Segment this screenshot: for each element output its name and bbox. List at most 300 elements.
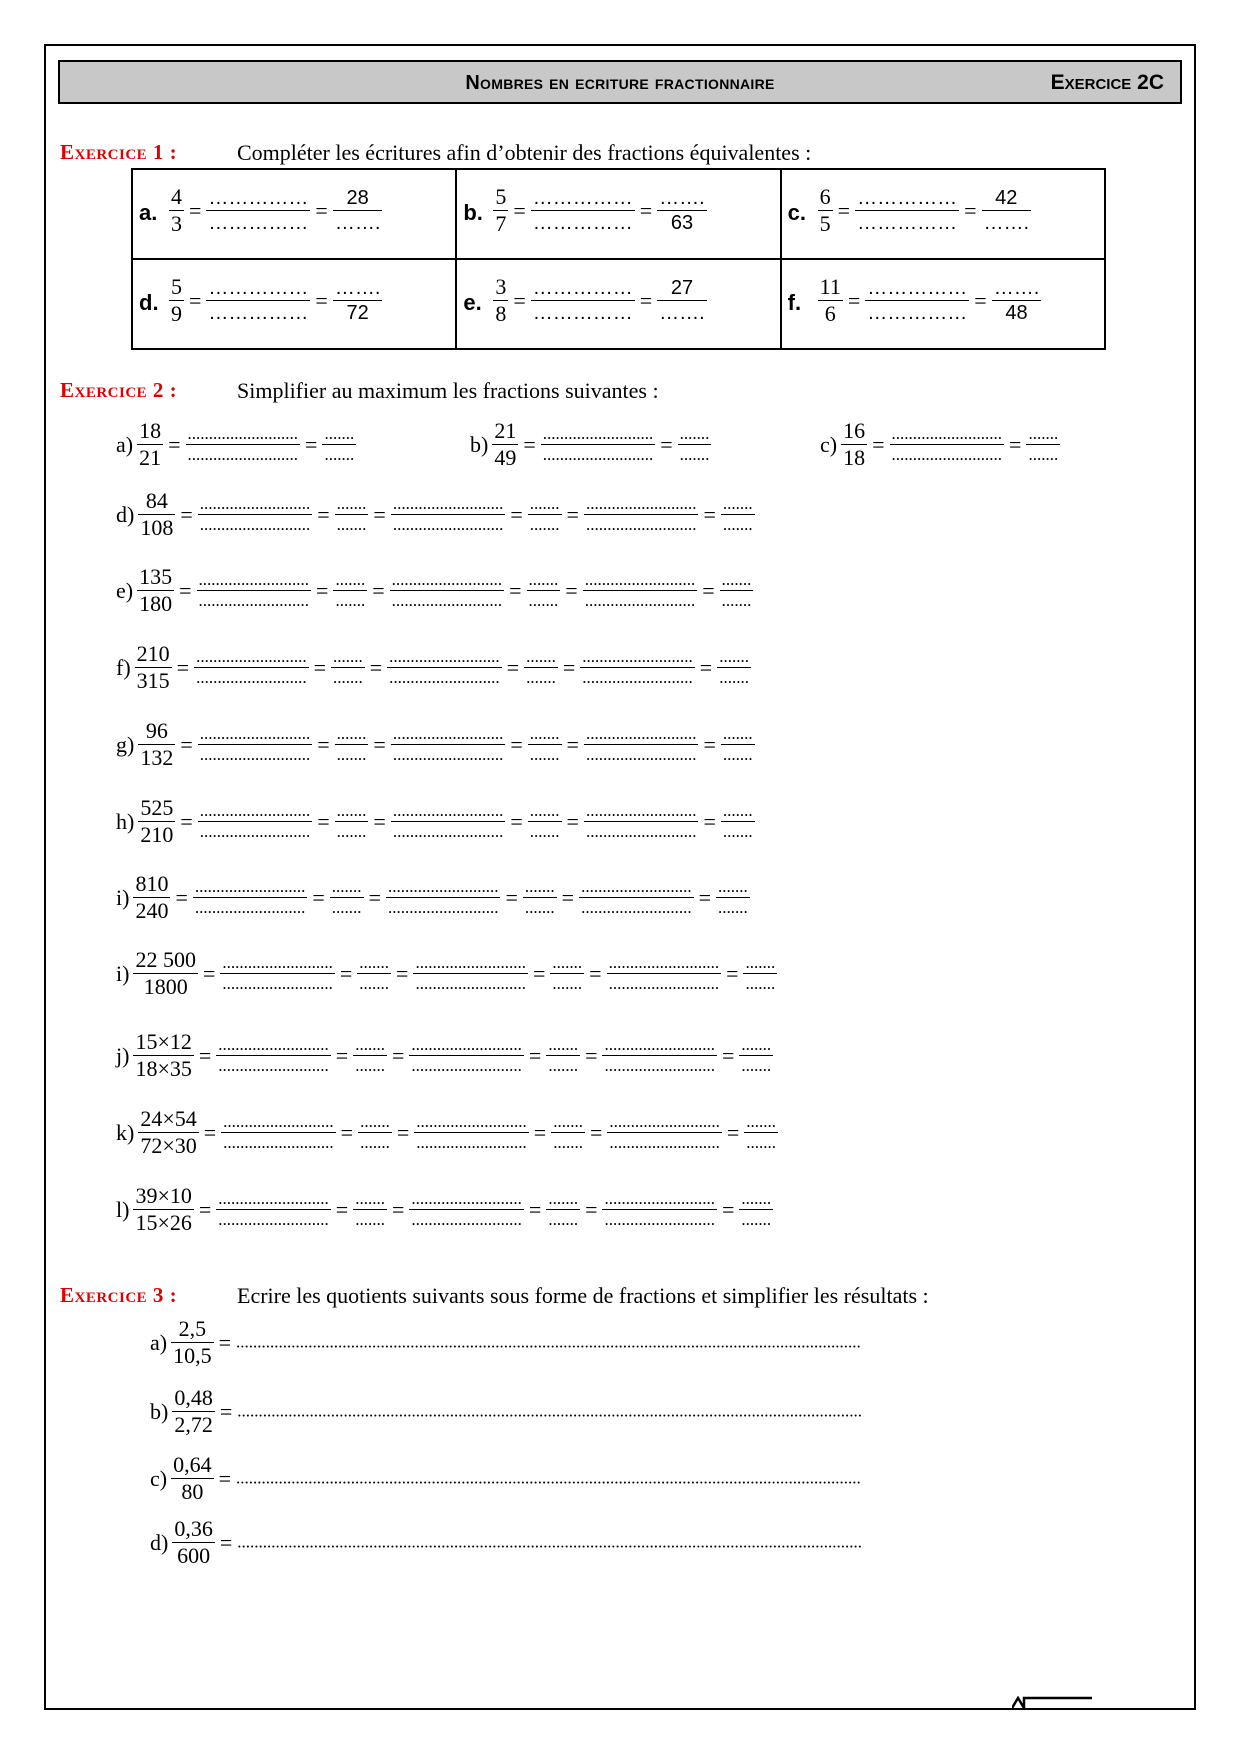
denominator: ....... xyxy=(529,745,560,765)
equals-sign: = xyxy=(532,960,546,986)
given-fraction xyxy=(171,1452,214,1505)
equals-sign: = xyxy=(726,1119,740,1145)
numerator: .......................... xyxy=(391,724,506,746)
numerator: ....... xyxy=(528,724,562,746)
numerator: 39×10 xyxy=(133,1183,193,1210)
numerator: ....... xyxy=(739,1035,773,1057)
equals-sign: = xyxy=(373,501,386,527)
blank-fraction xyxy=(744,1112,778,1154)
denominator: .......................... xyxy=(392,822,504,842)
equals-sign: = xyxy=(703,731,716,757)
exercise-2-row xyxy=(116,947,777,1000)
numerator: ……. xyxy=(993,277,1040,300)
numerator: .......................... xyxy=(607,953,722,975)
item-label: g) xyxy=(116,731,135,757)
numerator: 96 xyxy=(138,718,175,745)
blank-fraction xyxy=(206,186,310,235)
item-label: i) xyxy=(116,884,130,910)
blank-fraction xyxy=(353,1035,387,1077)
blank-fraction xyxy=(387,647,502,689)
numerator: .......................... xyxy=(198,724,313,746)
blank-fraction xyxy=(198,801,313,843)
numerator: ....... xyxy=(524,647,558,669)
blank-fraction xyxy=(206,276,310,325)
exercise-1-cell xyxy=(132,169,456,259)
item-label: e. xyxy=(463,290,482,315)
exercise-2-instruction: Simplifier au maximum les fractions suivantes : xyxy=(237,378,659,403)
exercise-3-row xyxy=(150,1316,861,1369)
numerator: 21 xyxy=(492,418,518,445)
numerator: .......................... xyxy=(194,647,309,669)
target-fraction xyxy=(657,276,707,325)
given-fraction xyxy=(171,1316,214,1369)
blank-fraction xyxy=(743,953,777,995)
numerator: ....... xyxy=(523,877,557,899)
answer-line: ................................................................................................................................................... xyxy=(236,1468,861,1488)
exercise-1-cell xyxy=(456,169,780,259)
blank-fraction xyxy=(322,424,356,466)
denominator: .......................... xyxy=(604,1210,715,1230)
given-fraction xyxy=(818,184,833,237)
denominator: .......................... xyxy=(223,1133,334,1153)
numerator: .......................... xyxy=(386,877,501,899)
equals-sign: = xyxy=(372,577,385,603)
equals-sign: = xyxy=(198,1196,212,1222)
exercise-3-row xyxy=(150,1516,862,1569)
item-label: b) xyxy=(470,431,489,457)
equals-sign: = xyxy=(168,431,181,457)
equals-sign: = xyxy=(703,501,716,527)
blank-fraction xyxy=(541,424,656,466)
denominator: ....... xyxy=(553,1133,583,1153)
equals-sign: = xyxy=(219,1529,233,1555)
denominator: ....... xyxy=(324,445,355,465)
blank-fraction xyxy=(335,801,369,843)
blank-fraction xyxy=(584,494,699,536)
blank-fraction xyxy=(333,570,367,612)
denominator: ....... xyxy=(335,591,366,611)
numerator: ....... xyxy=(330,877,364,899)
denominator: .......................... xyxy=(392,515,504,535)
numerator: 135 xyxy=(137,564,174,591)
equals-sign: = xyxy=(528,1196,542,1222)
numerator: 3 xyxy=(493,274,508,301)
equals-sign: = xyxy=(1009,431,1022,457)
blank-fraction xyxy=(584,801,699,843)
blank-fraction xyxy=(221,1112,336,1154)
numerator: ....... xyxy=(335,801,369,823)
numerator: 0,48 xyxy=(172,1385,215,1412)
equals-sign: = xyxy=(203,1119,217,1145)
equals-sign: = xyxy=(698,884,711,910)
target-fraction xyxy=(333,276,383,325)
numerator: ....... xyxy=(716,877,750,899)
blank-fraction xyxy=(335,724,369,766)
denominator: 10,5 xyxy=(173,1343,212,1369)
equals-sign: = xyxy=(510,731,523,757)
denominator: .......................... xyxy=(585,515,697,535)
answer-line: ................................................................................................................................................... xyxy=(237,1401,862,1421)
exercise-2-row xyxy=(116,795,755,848)
blank-fraction xyxy=(198,494,313,536)
numerator: .......................... xyxy=(583,570,698,592)
exercise-1-cell xyxy=(132,259,456,349)
equals-sign: = xyxy=(510,501,523,527)
blank-fraction xyxy=(531,186,635,235)
denominator: 63 xyxy=(670,212,694,235)
numerator: 84 xyxy=(138,488,175,515)
equals-sign: = xyxy=(180,808,193,834)
denominator: ....... xyxy=(722,745,753,765)
equals-sign: = xyxy=(396,1119,410,1145)
equals-sign: = xyxy=(313,654,326,680)
fraction-chain xyxy=(169,184,382,237)
denominator: ....... xyxy=(355,1210,385,1230)
page-title: Nombres en ecriture fractionnaire xyxy=(465,72,775,94)
denominator: ....... xyxy=(524,898,555,918)
denominator: 48 xyxy=(1005,302,1028,325)
item-label: h) xyxy=(116,808,135,834)
given-fraction xyxy=(133,1183,193,1236)
denominator: .......................... xyxy=(891,445,1003,465)
numerator: ....... xyxy=(721,724,755,746)
equals-sign: = xyxy=(391,1042,405,1068)
numerator: …………… xyxy=(532,277,633,300)
numerator: 24×54 xyxy=(138,1106,198,1133)
numerator: .......................... xyxy=(409,1189,524,1211)
equals-sign: = xyxy=(373,731,386,757)
numerator: .......................... xyxy=(541,424,656,446)
blank-fraction xyxy=(216,1035,331,1077)
given-fraction xyxy=(138,1106,198,1159)
numerator: .......................... xyxy=(198,801,313,823)
denominator: .......................... xyxy=(392,745,504,765)
numerator: 18 xyxy=(137,418,163,445)
blank-fraction xyxy=(528,801,562,843)
numerator: .......................... xyxy=(221,1112,336,1134)
item-label: a) xyxy=(150,1329,168,1355)
item-label: k) xyxy=(116,1119,135,1145)
denominator: ....... xyxy=(548,1210,579,1230)
given-fraction xyxy=(841,418,867,471)
numerator: 28 xyxy=(333,186,383,211)
equals-sign: = xyxy=(702,577,715,603)
blank-fraction xyxy=(391,724,506,766)
denominator: 15×26 xyxy=(135,1210,192,1236)
denominator: ....... xyxy=(529,515,560,535)
denominator: .......................... xyxy=(585,745,697,765)
numerator: .......................... xyxy=(602,1035,717,1057)
numerator: .......................... xyxy=(413,953,528,975)
item-label: l) xyxy=(116,1196,130,1222)
equals-sign: = xyxy=(510,808,523,834)
denominator: 9 xyxy=(171,301,182,327)
equals-sign: = xyxy=(837,197,851,223)
blank-fraction xyxy=(546,1035,580,1077)
denominator: ....... xyxy=(360,1133,390,1153)
numerator: ....... xyxy=(717,647,751,669)
fraction-chain xyxy=(493,184,706,237)
given-fraction xyxy=(818,274,843,327)
blank-fraction xyxy=(551,1112,585,1154)
denominator: ....... xyxy=(719,668,749,688)
item-label: e) xyxy=(116,577,134,603)
exercise-3-row xyxy=(150,1385,862,1438)
blank-fraction xyxy=(721,724,755,766)
exercise-3-label: Exercice 3 : xyxy=(60,1283,178,1307)
denominator: .......................... xyxy=(199,745,311,765)
blank-fraction xyxy=(391,494,506,536)
equals-sign: = xyxy=(561,884,575,910)
denominator: 240 xyxy=(135,898,169,924)
equals-sign: = xyxy=(847,287,861,313)
denominator: ....... xyxy=(548,1056,579,1076)
numerator: ....... xyxy=(528,801,562,823)
given-fraction xyxy=(133,1029,193,1082)
numerator: ....... xyxy=(1026,424,1060,446)
denominator: .......................... xyxy=(416,1133,527,1153)
answer-line: ................................................................................................................................................... xyxy=(236,1332,861,1352)
equals-sign: = xyxy=(505,884,518,910)
numerator: ....... xyxy=(546,1189,580,1211)
numerator: .......................... xyxy=(216,1189,331,1211)
numerator: 210 xyxy=(135,641,172,668)
blank-fraction xyxy=(330,877,364,919)
equals-sign: = xyxy=(219,1398,233,1424)
denominator: 315 xyxy=(136,668,170,694)
equals-sign: = xyxy=(721,1196,735,1222)
denominator: ....... xyxy=(526,668,556,688)
denominator: …………… xyxy=(532,212,633,235)
numerator: .......................... xyxy=(197,570,312,592)
numerator: ....... xyxy=(743,953,777,975)
denominator: .......................... xyxy=(199,822,311,842)
item-label: d. xyxy=(139,290,159,315)
blank-fraction xyxy=(580,647,695,689)
denominator: 108 xyxy=(140,515,174,541)
blank-fraction xyxy=(353,1189,387,1231)
denominator: ....... xyxy=(333,668,363,688)
given-fraction xyxy=(133,871,170,924)
numerator: 0,64 xyxy=(171,1452,214,1479)
denominator: .......................... xyxy=(389,668,500,688)
denominator: ....... xyxy=(1028,445,1059,465)
blank-fraction xyxy=(391,801,506,843)
numerator: 0,36 xyxy=(172,1516,215,1543)
equals-sign: = xyxy=(218,1465,232,1491)
equals-sign: = xyxy=(369,654,383,680)
blank-fraction xyxy=(546,1189,580,1231)
blank-fraction xyxy=(583,570,698,612)
denominator: ....... xyxy=(529,822,560,842)
denominator: 5 xyxy=(819,211,831,237)
denominator: ....... xyxy=(355,1056,385,1076)
equals-sign: = xyxy=(305,431,318,457)
item-label: f) xyxy=(116,654,131,680)
equals-sign: = xyxy=(179,577,192,603)
blank-fraction xyxy=(855,186,959,235)
exercise-2-row xyxy=(116,564,753,617)
numerator: ....... xyxy=(322,424,356,446)
equals-sign: = xyxy=(566,731,579,757)
blank-fraction xyxy=(717,647,751,689)
denominator: 49 xyxy=(494,445,517,471)
denominator: 18 xyxy=(843,445,866,471)
exercise-1-table xyxy=(131,168,1106,350)
fraction-chain xyxy=(818,184,1031,237)
given-fraction xyxy=(138,488,175,541)
numerator: …………… xyxy=(208,187,309,210)
blank-fraction xyxy=(528,494,562,536)
blank-fraction xyxy=(607,1112,722,1154)
denominator: ....... xyxy=(746,1133,777,1153)
equals-sign: = xyxy=(176,654,190,680)
equals-sign: = xyxy=(639,197,653,223)
denominator: 72 xyxy=(346,302,369,325)
denominator: ....... xyxy=(336,515,367,535)
denominator: 132 xyxy=(140,745,174,771)
denominator: 72×30 xyxy=(140,1133,197,1159)
equals-sign: = xyxy=(660,431,673,457)
numerator: .......................... xyxy=(580,647,695,669)
denominator: 7 xyxy=(495,211,507,237)
blank-fraction xyxy=(720,570,754,612)
exercise-2-row xyxy=(470,418,711,471)
equals-sign: = xyxy=(317,731,330,757)
blank-fraction xyxy=(716,877,750,919)
numerator: 42 xyxy=(982,186,1032,211)
item-label: d) xyxy=(150,1529,169,1555)
denominator: ....... xyxy=(336,745,367,765)
given-fraction xyxy=(135,641,172,694)
blank-fraction xyxy=(413,953,528,995)
blank-fraction xyxy=(409,1035,524,1077)
equals-sign: = xyxy=(565,577,578,603)
numerator: ....... xyxy=(721,494,755,516)
exercise-2-row xyxy=(820,418,1060,471)
given-fraction xyxy=(172,1385,215,1438)
numerator: ....... xyxy=(720,570,754,592)
exercise-3-heading xyxy=(60,1283,929,1308)
denominator: .......................... xyxy=(608,974,720,994)
numerator: .......................... xyxy=(409,1035,524,1057)
blank-fraction xyxy=(607,953,722,995)
fraction-chain xyxy=(493,274,706,327)
numerator: ....... xyxy=(744,1112,778,1134)
blank-fraction xyxy=(414,1112,529,1154)
numerator: .......................... xyxy=(391,494,506,516)
denominator: ....... xyxy=(722,822,753,842)
blank-fraction xyxy=(186,424,301,466)
denominator: .......................... xyxy=(411,1210,522,1230)
equals-sign: = xyxy=(509,577,522,603)
equals-sign: = xyxy=(513,287,526,313)
numerator: 4 xyxy=(169,184,184,211)
numerator: ....... xyxy=(333,570,367,592)
denominator: .......................... xyxy=(581,898,692,918)
equals-sign: = xyxy=(339,960,353,986)
equals-sign: = xyxy=(189,197,202,223)
exercise-2-row xyxy=(116,641,751,694)
denominator: 600 xyxy=(177,1543,211,1569)
numerator: …………… xyxy=(532,187,633,210)
numerator: 22 500 xyxy=(133,947,198,974)
denominator: ....... xyxy=(722,515,753,535)
equals-sign: = xyxy=(533,1119,547,1145)
numerator: .......................... xyxy=(414,1112,529,1134)
equals-sign: = xyxy=(315,287,328,313)
equals-sign: = xyxy=(373,808,386,834)
equals-sign: = xyxy=(562,654,576,680)
target-fraction xyxy=(992,276,1042,325)
denominator: …………… xyxy=(857,212,958,235)
fraction-chain xyxy=(818,274,1042,327)
numerator: .......................... xyxy=(387,647,502,669)
numerator: ....... xyxy=(353,1035,387,1057)
page-header xyxy=(58,60,1182,104)
exercise-3-row xyxy=(150,1452,861,1505)
exercise-code: Exercice 2C xyxy=(1050,71,1164,94)
blank-fraction xyxy=(602,1035,717,1077)
exercise-2-label: Exercice 2 : xyxy=(60,378,178,402)
denominator: .......................... xyxy=(196,668,307,688)
blank-fraction xyxy=(335,494,369,536)
denominator: …………… xyxy=(208,302,309,325)
equals-sign: = xyxy=(872,431,885,457)
answer-line: ................................................................................................................................................... xyxy=(237,1532,862,1552)
denominator: ....... xyxy=(741,1210,772,1230)
numerator: .......................... xyxy=(584,801,699,823)
numerator: 2,5 xyxy=(171,1316,214,1343)
denominator: .......................... xyxy=(411,1056,522,1076)
blank-fraction xyxy=(527,570,561,612)
denominator: .......................... xyxy=(199,515,311,535)
numerator: ....... xyxy=(739,1189,773,1211)
blank-fraction xyxy=(358,1112,392,1154)
equals-sign: = xyxy=(513,197,526,223)
denominator: .......................... xyxy=(387,898,499,918)
blank-fraction xyxy=(865,276,969,325)
given-fraction xyxy=(133,947,198,1000)
blank-fraction xyxy=(739,1189,773,1231)
numerator: 11 xyxy=(818,274,843,301)
equals-sign: = xyxy=(639,287,653,313)
blank-fraction xyxy=(524,647,558,689)
denominator: ....... xyxy=(679,445,710,465)
numerator: ....... xyxy=(527,570,561,592)
denominator: ....... xyxy=(745,974,776,994)
denominator: .......................... xyxy=(584,591,696,611)
denominator: …………… xyxy=(867,302,968,325)
denominator: ....... xyxy=(528,591,559,611)
item-label: a. xyxy=(139,200,158,225)
denominator: ....... xyxy=(552,974,583,994)
equals-sign: = xyxy=(703,808,716,834)
denominator: .......................... xyxy=(222,974,333,994)
target-fraction xyxy=(657,186,707,235)
blank-fraction xyxy=(386,877,501,919)
equals-sign: = xyxy=(175,884,188,910)
denominator: …………… xyxy=(208,212,309,235)
denominator: .......................... xyxy=(542,445,654,465)
numerator: .......................... xyxy=(390,570,505,592)
numerator: ....... xyxy=(331,647,365,669)
denominator: 2,72 xyxy=(174,1412,213,1438)
numerator: …………… xyxy=(857,187,958,210)
denominator: ……. xyxy=(334,212,381,235)
blank-fraction xyxy=(390,570,505,612)
blank-fraction xyxy=(531,276,635,325)
